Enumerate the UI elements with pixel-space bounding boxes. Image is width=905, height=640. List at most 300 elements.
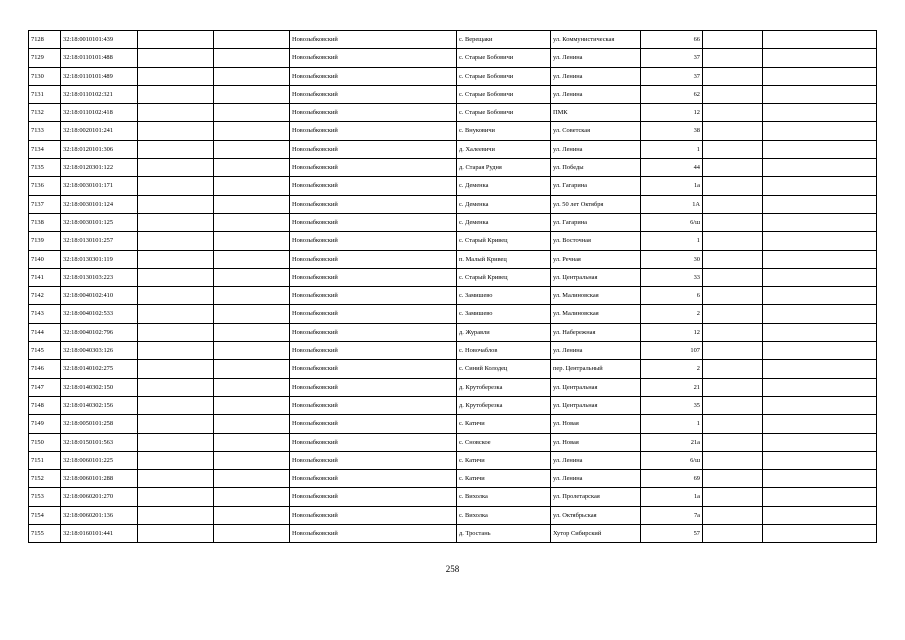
blank-col-a-cell: [138, 85, 214, 103]
house-number-cell: 6/ш: [641, 451, 703, 469]
row-number-cell: 7150: [29, 433, 61, 451]
district-cell: Новозыбковский: [290, 268, 457, 286]
house-number-cell: 12: [641, 104, 703, 122]
cadastral-number-cell: 32:18:0060201:270: [61, 488, 138, 506]
blank-col-e-cell: [763, 323, 877, 341]
settlement-cell: с. Внуковичи: [457, 122, 551, 140]
house-number-cell: 1: [641, 232, 703, 250]
blank-col-a-cell: [138, 122, 214, 140]
blank-col-d-cell: [703, 323, 763, 341]
cadastral-number-cell: 32:18:0060101:288: [61, 470, 138, 488]
street-cell: ПМК: [551, 104, 641, 122]
settlement-cell: д. Халеевичи: [457, 140, 551, 158]
house-number-cell: 38: [641, 122, 703, 140]
blank-col-b-cell: [214, 360, 290, 378]
house-number-cell: 107: [641, 342, 703, 360]
street-cell: ул. Малиновская: [551, 305, 641, 323]
settlement-cell: с. Катичи: [457, 451, 551, 469]
cadastral-number-cell: 32:18:0030101:124: [61, 195, 138, 213]
district-cell: Новозыбковский: [290, 415, 457, 433]
district-cell: Новозыбковский: [290, 31, 457, 49]
blank-col-d-cell: [703, 506, 763, 524]
cadastral-number-cell: 32:18:0130301:119: [61, 250, 138, 268]
district-cell: Новозыбковский: [290, 104, 457, 122]
street-cell: ул. Ленина: [551, 49, 641, 67]
blank-col-a-cell: [138, 250, 214, 268]
table-row: [29, 305, 877, 323]
table-row: [29, 195, 877, 213]
blank-col-a-cell: [138, 67, 214, 85]
table-row: [29, 159, 877, 177]
blank-col-a-cell: [138, 451, 214, 469]
district-cell: Новозыбковский: [290, 506, 457, 524]
cadastral-number-cell: 32:18:0060101:225: [61, 451, 138, 469]
blank-col-e-cell: [763, 451, 877, 469]
house-number-cell: 69: [641, 470, 703, 488]
blank-col-b-cell: [214, 396, 290, 414]
house-number-cell: 1: [641, 140, 703, 158]
blank-col-d-cell: [703, 213, 763, 231]
blank-col-a-cell: [138, 159, 214, 177]
blank-col-e-cell: [763, 250, 877, 268]
settlement-cell: с. Замишево: [457, 287, 551, 305]
blank-col-e-cell: [763, 177, 877, 195]
row-number-cell: 7146: [29, 360, 61, 378]
blank-col-d-cell: [703, 305, 763, 323]
cadastral-number-cell: 32:18:0030101:171: [61, 177, 138, 195]
blank-col-a-cell: [138, 323, 214, 341]
row-number-cell: 7154: [29, 506, 61, 524]
settlement-cell: д. Журавли: [457, 323, 551, 341]
district-cell: Новозыбковский: [290, 122, 457, 140]
blank-col-e-cell: [763, 378, 877, 396]
street-cell: Хутор Сибирский: [551, 525, 641, 543]
district-cell: Новозыбковский: [290, 85, 457, 103]
house-number-cell: 62: [641, 85, 703, 103]
cadastral-number-cell: 32:18:0020101:241: [61, 122, 138, 140]
blank-col-b-cell: [214, 287, 290, 305]
district-cell: Новозыбковский: [290, 433, 457, 451]
row-number-cell: 7138: [29, 213, 61, 231]
blank-col-b-cell: [214, 31, 290, 49]
house-number-cell: 6/ш: [641, 213, 703, 231]
blank-col-e-cell: [763, 415, 877, 433]
blank-col-d-cell: [703, 396, 763, 414]
settlement-cell: п. Малый Кривец: [457, 250, 551, 268]
cadastral-number-cell: 32:18:0110102:321: [61, 85, 138, 103]
cadastral-number-cell: 32:18:0030101:125: [61, 213, 138, 231]
table-row: [29, 213, 877, 231]
settlement-cell: с. Замишево: [457, 305, 551, 323]
house-number-cell: 12: [641, 323, 703, 341]
district-cell: Новозыбковский: [290, 525, 457, 543]
settlement-cell: с. Катичи: [457, 470, 551, 488]
cadastral-number-cell: 32:18:0110101:488: [61, 49, 138, 67]
settlement-cell: с. Верещаки: [457, 31, 551, 49]
row-number-cell: 7128: [29, 31, 61, 49]
blank-col-b-cell: [214, 525, 290, 543]
street-cell: ул. Малиновская: [551, 287, 641, 305]
settlement-cell: д. Крутоберезка: [457, 396, 551, 414]
blank-col-d-cell: [703, 378, 763, 396]
settlement-cell: с. Сновское: [457, 433, 551, 451]
street-cell: ул. Ленина: [551, 342, 641, 360]
blank-col-b-cell: [214, 378, 290, 396]
blank-col-d-cell: [703, 451, 763, 469]
district-cell: Новозыбковский: [290, 213, 457, 231]
house-number-cell: 7а: [641, 506, 703, 524]
blank-col-a-cell: [138, 31, 214, 49]
table-row: [29, 122, 877, 140]
table-row: [29, 49, 877, 67]
blank-col-e-cell: [763, 433, 877, 451]
district-cell: Новозыбковский: [290, 451, 457, 469]
district-cell: Новозыбковский: [290, 287, 457, 305]
street-cell: ул. Гагарина: [551, 177, 641, 195]
street-cell: ул. Речная: [551, 250, 641, 268]
table-row: [29, 250, 877, 268]
settlement-cell: с. Старые Бобовичи: [457, 67, 551, 85]
district-cell: Новозыбковский: [290, 232, 457, 250]
blank-col-e-cell: [763, 305, 877, 323]
row-number-cell: 7139: [29, 232, 61, 250]
cadastral-number-cell: 32:18:0010101:439: [61, 31, 138, 49]
blank-col-e-cell: [763, 488, 877, 506]
blank-col-b-cell: [214, 122, 290, 140]
blank-col-a-cell: [138, 433, 214, 451]
street-cell: ул. Центральная: [551, 396, 641, 414]
blank-col-e-cell: [763, 470, 877, 488]
blank-col-d-cell: [703, 268, 763, 286]
table-row: [29, 177, 877, 195]
street-cell: ул. Ленина: [551, 140, 641, 158]
blank-col-d-cell: [703, 49, 763, 67]
blank-col-b-cell: [214, 415, 290, 433]
district-cell: Новозыбковский: [290, 159, 457, 177]
row-number-cell: 7135: [29, 159, 61, 177]
blank-col-a-cell: [138, 470, 214, 488]
row-number-cell: 7133: [29, 122, 61, 140]
blank-col-b-cell: [214, 433, 290, 451]
blank-col-d-cell: [703, 177, 763, 195]
district-cell: Новозыбковский: [290, 488, 457, 506]
street-cell: ул. Набережная: [551, 323, 641, 341]
blank-col-e-cell: [763, 213, 877, 231]
district-cell: Новозыбковский: [290, 360, 457, 378]
blank-col-d-cell: [703, 488, 763, 506]
blank-col-b-cell: [214, 323, 290, 341]
street-cell: пер. Центральный: [551, 360, 641, 378]
district-cell: Новозыбковский: [290, 67, 457, 85]
blank-col-a-cell: [138, 488, 214, 506]
blank-col-e-cell: [763, 122, 877, 140]
row-number-cell: 7153: [29, 488, 61, 506]
blank-col-d-cell: [703, 287, 763, 305]
street-cell: ул. Победы: [551, 159, 641, 177]
row-number-cell: 7144: [29, 323, 61, 341]
house-number-cell: 21: [641, 378, 703, 396]
blank-col-b-cell: [214, 177, 290, 195]
cadastral-number-cell: 32:18:0050101:258: [61, 415, 138, 433]
blank-col-a-cell: [138, 305, 214, 323]
blank-col-d-cell: [703, 195, 763, 213]
blank-col-d-cell: [703, 85, 763, 103]
blank-col-a-cell: [138, 140, 214, 158]
blank-col-d-cell: [703, 250, 763, 268]
blank-col-e-cell: [763, 232, 877, 250]
table-row: [29, 470, 877, 488]
house-number-cell: 2: [641, 305, 703, 323]
table-row: [29, 433, 877, 451]
house-number-cell: 44: [641, 159, 703, 177]
blank-col-e-cell: [763, 195, 877, 213]
settlement-cell: с. Старый Кривец: [457, 232, 551, 250]
registry-body: [29, 31, 877, 543]
blank-col-b-cell: [214, 195, 290, 213]
settlement-cell: с. Старые Бобовичи: [457, 49, 551, 67]
cadastral-number-cell: 32:18:0150101:563: [61, 433, 138, 451]
blank-col-a-cell: [138, 415, 214, 433]
cadastral-number-cell: 32:18:0140302:150: [61, 378, 138, 396]
blank-col-a-cell: [138, 232, 214, 250]
blank-col-a-cell: [138, 177, 214, 195]
street-cell: ул. Пролетарская: [551, 488, 641, 506]
blank-col-a-cell: [138, 378, 214, 396]
blank-col-a-cell: [138, 268, 214, 286]
row-number-cell: 7134: [29, 140, 61, 158]
blank-col-e-cell: [763, 396, 877, 414]
blank-col-e-cell: [763, 360, 877, 378]
cadastral-number-cell: 32:18:0120301:122: [61, 159, 138, 177]
house-number-cell: 2: [641, 360, 703, 378]
cadastral-number-cell: 32:18:0040102:410: [61, 287, 138, 305]
settlement-cell: с. Новочаблов: [457, 342, 551, 360]
row-number-cell: 7148: [29, 396, 61, 414]
blank-col-b-cell: [214, 49, 290, 67]
table-row: [29, 451, 877, 469]
table-row: [29, 396, 877, 414]
blank-col-d-cell: [703, 122, 763, 140]
table-row: [29, 85, 877, 103]
blank-col-d-cell: [703, 232, 763, 250]
settlement-cell: с. Вихолка: [457, 488, 551, 506]
blank-col-b-cell: [214, 451, 290, 469]
table-row: [29, 415, 877, 433]
row-number-cell: 7129: [29, 49, 61, 67]
street-cell: ул. Коммунистическая: [551, 31, 641, 49]
house-number-cell: 1: [641, 415, 703, 433]
row-number-cell: 7145: [29, 342, 61, 360]
cadastral-number-cell: 32:18:0140102:275: [61, 360, 138, 378]
table-row: [29, 323, 877, 341]
district-cell: Новозыбковский: [290, 195, 457, 213]
district-cell: Новозыбковский: [290, 396, 457, 414]
row-number-cell: 7152: [29, 470, 61, 488]
cadastral-number-cell: 32:18:0040303:126: [61, 342, 138, 360]
settlement-cell: д. Крутоберезка: [457, 378, 551, 396]
house-number-cell: 37: [641, 67, 703, 85]
settlement-cell: с. Старые Бобовичи: [457, 104, 551, 122]
street-cell: ул. Ленина: [551, 85, 641, 103]
house-number-cell: 66: [641, 31, 703, 49]
settlement-cell: с. Катичи: [457, 415, 551, 433]
table-row: [29, 67, 877, 85]
street-cell: ул. Ленина: [551, 451, 641, 469]
settlement-cell: с. Деменка: [457, 177, 551, 195]
street-cell: ул. Октябрьская: [551, 506, 641, 524]
blank-col-a-cell: [138, 104, 214, 122]
blank-col-a-cell: [138, 396, 214, 414]
registry-table: [28, 30, 877, 543]
house-number-cell: 1А: [641, 195, 703, 213]
street-cell: ул. Гагарина: [551, 213, 641, 231]
blank-col-d-cell: [703, 342, 763, 360]
blank-col-b-cell: [214, 67, 290, 85]
cadastral-number-cell: 32:18:0110101:489: [61, 67, 138, 85]
settlement-cell: д. Старая Рудня: [457, 159, 551, 177]
row-number-cell: 7140: [29, 250, 61, 268]
street-cell: ул. Новая: [551, 415, 641, 433]
cadastral-number-cell: 32:18:0040102:533: [61, 305, 138, 323]
settlement-cell: д. Тростань: [457, 525, 551, 543]
table-row: [29, 488, 877, 506]
street-cell: ул. Советская: [551, 122, 641, 140]
house-number-cell: 33: [641, 268, 703, 286]
house-number-cell: 37: [641, 49, 703, 67]
street-cell: ул. Центральная: [551, 378, 641, 396]
table-row: [29, 506, 877, 524]
house-number-cell: 1а: [641, 488, 703, 506]
blank-col-e-cell: [763, 140, 877, 158]
district-cell: Новозыбковский: [290, 323, 457, 341]
blank-col-e-cell: [763, 268, 877, 286]
district-cell: Новозыбковский: [290, 177, 457, 195]
blank-col-e-cell: [763, 67, 877, 85]
cadastral-number-cell: 32:18:0110102:418: [61, 104, 138, 122]
cadastral-number-cell: 32:18:0140302:156: [61, 396, 138, 414]
blank-col-d-cell: [703, 31, 763, 49]
district-cell: Новозыбковский: [290, 140, 457, 158]
cadastral-number-cell: 32:18:0160101:441: [61, 525, 138, 543]
blank-col-a-cell: [138, 342, 214, 360]
settlement-cell: с. Деменка: [457, 195, 551, 213]
blank-col-a-cell: [138, 525, 214, 543]
row-number-cell: 7136: [29, 177, 61, 195]
row-number-cell: 7149: [29, 415, 61, 433]
blank-col-d-cell: [703, 415, 763, 433]
district-cell: Новозыбковский: [290, 342, 457, 360]
blank-col-a-cell: [138, 360, 214, 378]
row-number-cell: 7130: [29, 67, 61, 85]
settlement-cell: с. Вихолка: [457, 506, 551, 524]
blank-col-b-cell: [214, 342, 290, 360]
cadastral-number-cell: 32:18:0040102:796: [61, 323, 138, 341]
house-number-cell: 57: [641, 525, 703, 543]
table-row: [29, 360, 877, 378]
settlement-cell: с. Старые Бобовичи: [457, 85, 551, 103]
blank-col-d-cell: [703, 360, 763, 378]
table-row: [29, 525, 877, 543]
table-row: [29, 31, 877, 49]
blank-col-d-cell: [703, 104, 763, 122]
street-cell: ул. Ленина: [551, 67, 641, 85]
blank-col-e-cell: [763, 31, 877, 49]
street-cell: ул. Ленина: [551, 470, 641, 488]
blank-col-b-cell: [214, 159, 290, 177]
street-cell: ул. Центральная: [551, 268, 641, 286]
table-row: [29, 342, 877, 360]
district-cell: Новозыбковский: [290, 378, 457, 396]
row-number-cell: 7141: [29, 268, 61, 286]
blank-col-b-cell: [214, 232, 290, 250]
blank-col-b-cell: [214, 85, 290, 103]
row-number-cell: 7143: [29, 305, 61, 323]
blank-col-b-cell: [214, 488, 290, 506]
blank-col-d-cell: [703, 159, 763, 177]
blank-col-e-cell: [763, 159, 877, 177]
blank-col-d-cell: [703, 67, 763, 85]
house-number-cell: 1а: [641, 177, 703, 195]
blank-col-b-cell: [214, 104, 290, 122]
row-number-cell: 7151: [29, 451, 61, 469]
blank-col-b-cell: [214, 250, 290, 268]
table-row: [29, 268, 877, 286]
settlement-cell: с. Синий Колодец: [457, 360, 551, 378]
district-cell: Новозыбковский: [290, 250, 457, 268]
district-cell: Новозыбковский: [290, 470, 457, 488]
blank-col-e-cell: [763, 104, 877, 122]
cadastral-number-cell: 32:18:0130101:257: [61, 232, 138, 250]
blank-col-d-cell: [703, 470, 763, 488]
blank-col-e-cell: [763, 287, 877, 305]
blank-col-e-cell: [763, 506, 877, 524]
row-number-cell: 7142: [29, 287, 61, 305]
blank-col-e-cell: [763, 49, 877, 67]
settlement-cell: с. Деменка: [457, 213, 551, 231]
page-number: 258: [445, 564, 460, 574]
settlement-cell: с. Старый Кривец: [457, 268, 551, 286]
blank-col-d-cell: [703, 140, 763, 158]
cadastral-number-cell: 32:18:0060201:136: [61, 506, 138, 524]
street-cell: ул. Новая: [551, 433, 641, 451]
house-number-cell: 30: [641, 250, 703, 268]
row-number-cell: 7147: [29, 378, 61, 396]
district-cell: Новозыбковский: [290, 305, 457, 323]
blank-col-e-cell: [763, 525, 877, 543]
blank-col-a-cell: [138, 213, 214, 231]
blank-col-d-cell: [703, 433, 763, 451]
blank-col-a-cell: [138, 287, 214, 305]
street-cell: ул. Восточная: [551, 232, 641, 250]
blank-col-b-cell: [214, 305, 290, 323]
row-number-cell: 7131: [29, 85, 61, 103]
cadastral-number-cell: 32:18:0120101:306: [61, 140, 138, 158]
table-row: [29, 287, 877, 305]
blank-col-b-cell: [214, 213, 290, 231]
blank-col-a-cell: [138, 195, 214, 213]
blank-col-b-cell: [214, 506, 290, 524]
table-row: [29, 140, 877, 158]
blank-col-b-cell: [214, 268, 290, 286]
blank-col-a-cell: [138, 49, 214, 67]
district-cell: Новозыбковский: [290, 49, 457, 67]
blank-col-e-cell: [763, 85, 877, 103]
blank-col-a-cell: [138, 506, 214, 524]
house-number-cell: 21а: [641, 433, 703, 451]
blank-col-e-cell: [763, 342, 877, 360]
house-number-cell: 35: [641, 396, 703, 414]
row-number-cell: 7132: [29, 104, 61, 122]
